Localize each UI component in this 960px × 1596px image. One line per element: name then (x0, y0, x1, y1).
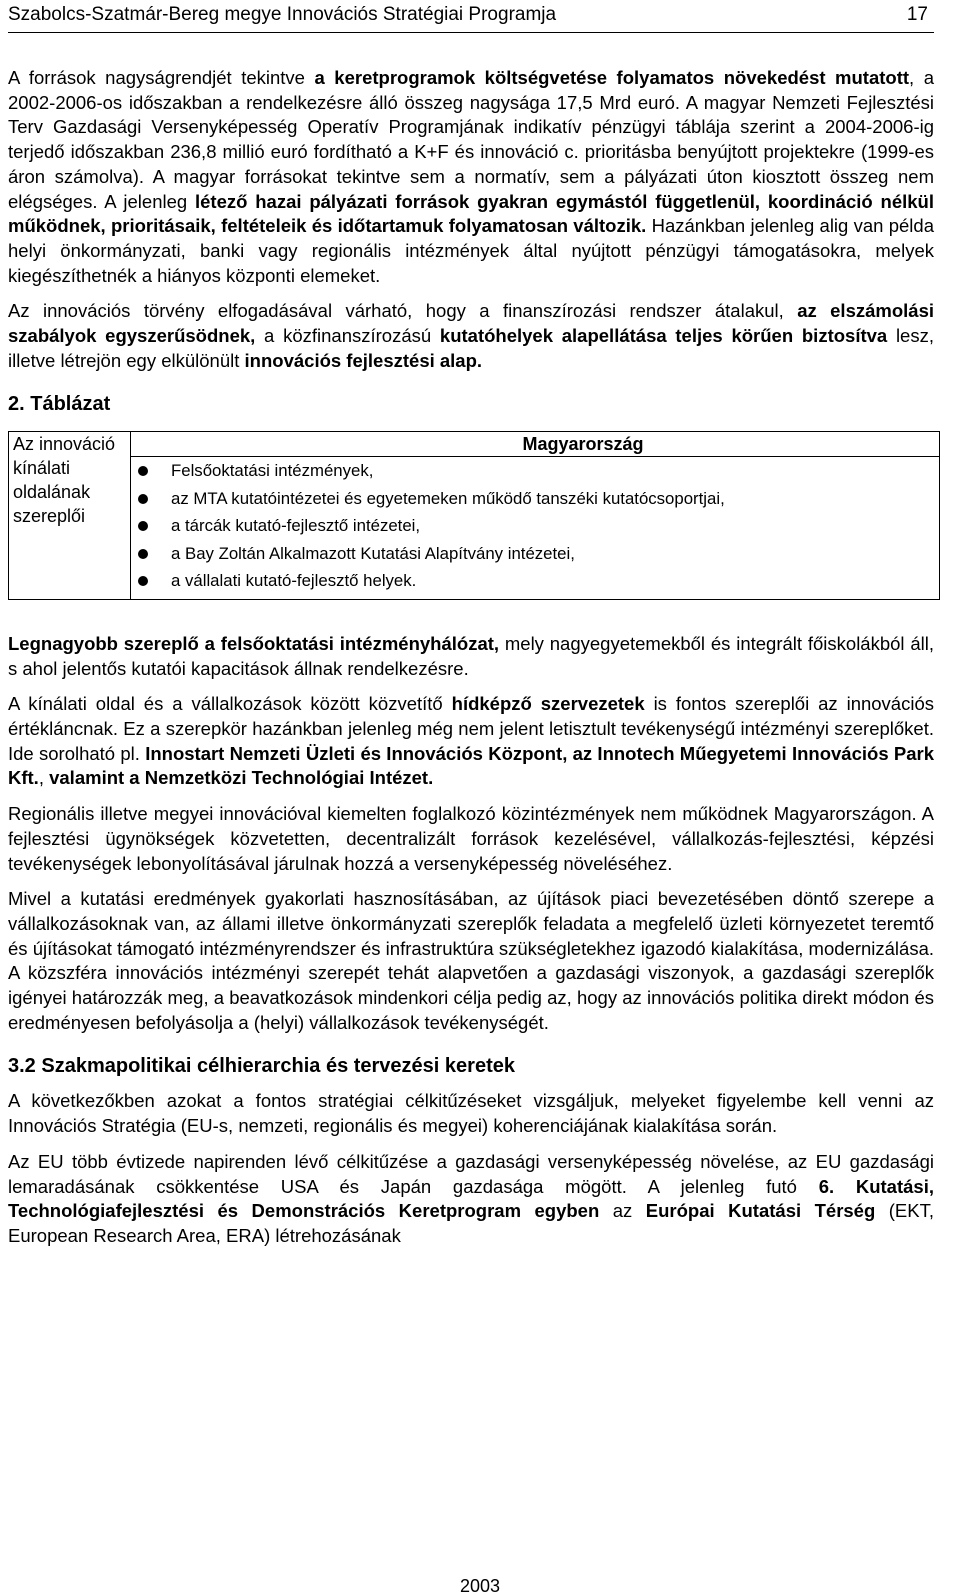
list-item: az MTA kutatóintézetei és egyetemeken működő tanszéki kutatócsoportjai, (135, 485, 935, 513)
paragraph-higher-education: Legnagyobb szereplő a felsőoktatási intézményhálózat, mely nagyegyetemekből és integrált főiskolákból áll, s ahol jelentős kutatói kapacitások állnak rendelkezésre. (8, 632, 935, 679)
list-item: Felsőoktatási intézmények, (135, 457, 935, 485)
page-number: 17 (906, 4, 928, 25)
table-column-header: Magyarország (131, 432, 940, 457)
paragraph-bridge-organizations: A kínálati oldal és a vállalkozások között közvetítő hídképző szervezetek is fontos szereplői az innovációs értékláncnak. Ez a szerepkör hazánkban jelenleg még nem jelent letisztult tevékenységű intézményi szereplőket. Ide sorolható pl. Innostart Nemzeti Üzleti és Innovációs Központ, az Innotech Műegyetemi Innovációs Park Kft., valamint a Nemzetközi Technológiai Intézet. (8, 693, 935, 789)
page-header (8, 2, 934, 32)
bullet-icon (138, 549, 148, 559)
bullet-icon (138, 521, 148, 531)
paragraph-regional-institutions: Regionális illetve megyei innovációval kiemelten foglalkozó közintézmények nem működnek Magyarországon. A fejlesztési ügynökségek közvetetten, decentralizált források kezelésével, vállalkozás-fejlesztési, képzési tevékenységek lebonyolításával járulnak hozzá a versenyképesség növeléséhez. (8, 803, 934, 874)
actors-list (135, 457, 935, 595)
table-caption: 2. Táblázat (8, 393, 111, 416)
bullet-icon (138, 466, 148, 476)
document-title: Szabolcs-Szatmár-Bereg megye Innovációs Stratégiai Programja (8, 4, 557, 25)
table-row-label: Az innováció kínálati oldalának szereplői (9, 432, 131, 600)
list-item: a vállalati kutató-fejlesztő helyek. (135, 567, 935, 595)
list-item: a Bay Zoltán Alkalmazott Kutatási Alapítvány intézetei, (135, 540, 935, 568)
page-content (8, 66, 934, 1249)
supply-side-actors-table (8, 431, 940, 600)
list-item: a tárcák kutató-fejlesztő intézetei, (135, 512, 935, 540)
paragraph-funding-sources: A források nagyságrendjét tekintve a keretprogramok költségvetése folyamatos növekedést mutatott, a 2002-2006-os időszakban a rendelkezésre álló összeg nagysága 17,5 Mrd euró. A magyar Nemzeti Fejlesztési Terv Gazdasági Versenyképesség Operatív Programjának indikatív pénzügyi táblája szerint a 2004-2006-ig terjedő időszakban 236,8 millió euró fordítható a K+F és innováció c. prioritásba benyújtott projektekre (1999-es áron számolva). A magyar forrásokat tekintve sem a normatív, sem a pályázati úton kiosztott összeg nem elégséges. A jelenleg létező hazai pályázati források gyakran egymástól függetlenül, koordináció nélkül működnek, prioritásaik, feltételeik és időtartamuk folyamatosan változik. Hazánkban jelenleg alig van példa helyi önkormányzati, banki vagy regionális intézmények által nyújtott pénzügyi támogatásokra, melyek kiegészíthetnék a hiányos központi elemeket. (8, 67, 934, 286)
section-heading: 3.2 Szakmapolitikai célhierarchia és tervezési keretek (8, 1055, 515, 1078)
bullet-icon (138, 576, 148, 586)
header-divider (8, 32, 934, 33)
bullet-icon (138, 494, 148, 504)
paragraph-public-sector-role: Mivel a kutatási eredmények gyakorlati hasznosításában, az újítások piaci bevezetésében döntő szerepe a vállalkozásoknak van, az állami illetve önkormányzati szereplők feladata a megfelelő üzleti környezetet teremtő és újításokat támogató intézményrendszer és infrastruktúra szükségletekhez igazodó kialakítása, modernizálása. A közszféra innovációs intézményi szerepét tehát alapvetően a gazdasági viszonyok, a gazdasági szereplők igényei határozzák meg, a beavatkozások mindenkori célja pedig az, hogy az innovációs politika direkt módon és eredményesen befolyásolja a (helyi) vállalkozások tevékenységét. (8, 888, 934, 1033)
table-items-cell (131, 457, 940, 600)
paragraph-strategic-goals: A következőkben azokat a fontos stratégiai célkitűzéseket vizsgáljuk, melyeket figyelembe kell venni az Innovációs Stratégia (EU-s, nemzeti, regionális és megyei) koherenciájának kialakítása során. (8, 1090, 934, 1137)
paragraph-eu-competitiveness: Az EU több évtizede napirenden lévő célkitűzése a gazdasági versenyképesség növelése, az EU gazdasági lemaradásának csökkentése USA és Japán gazdasága mögött. A jelenleg futó 6. Kutatási, Technológiafejlesztési és Demonstrációs Keretprogram egyben az Európai Kutatási Térség (EKT, European Research Area, ERA) létrehozásának (8, 1150, 934, 1246)
page-footer: 2003 (459, 1576, 501, 1596)
paragraph-innovation-law: Az innovációs törvény elfogadásával várható, hogy a finanszírozási rendszer átalakul, az elszámolási szabályok egyszerűsödnek, a közfinanszírozású kutatóhelyek alapellátása teljes körűen biztosítva lesz, illetve létrejön egy elkülönült innovációs fejlesztési alap. (8, 300, 934, 371)
